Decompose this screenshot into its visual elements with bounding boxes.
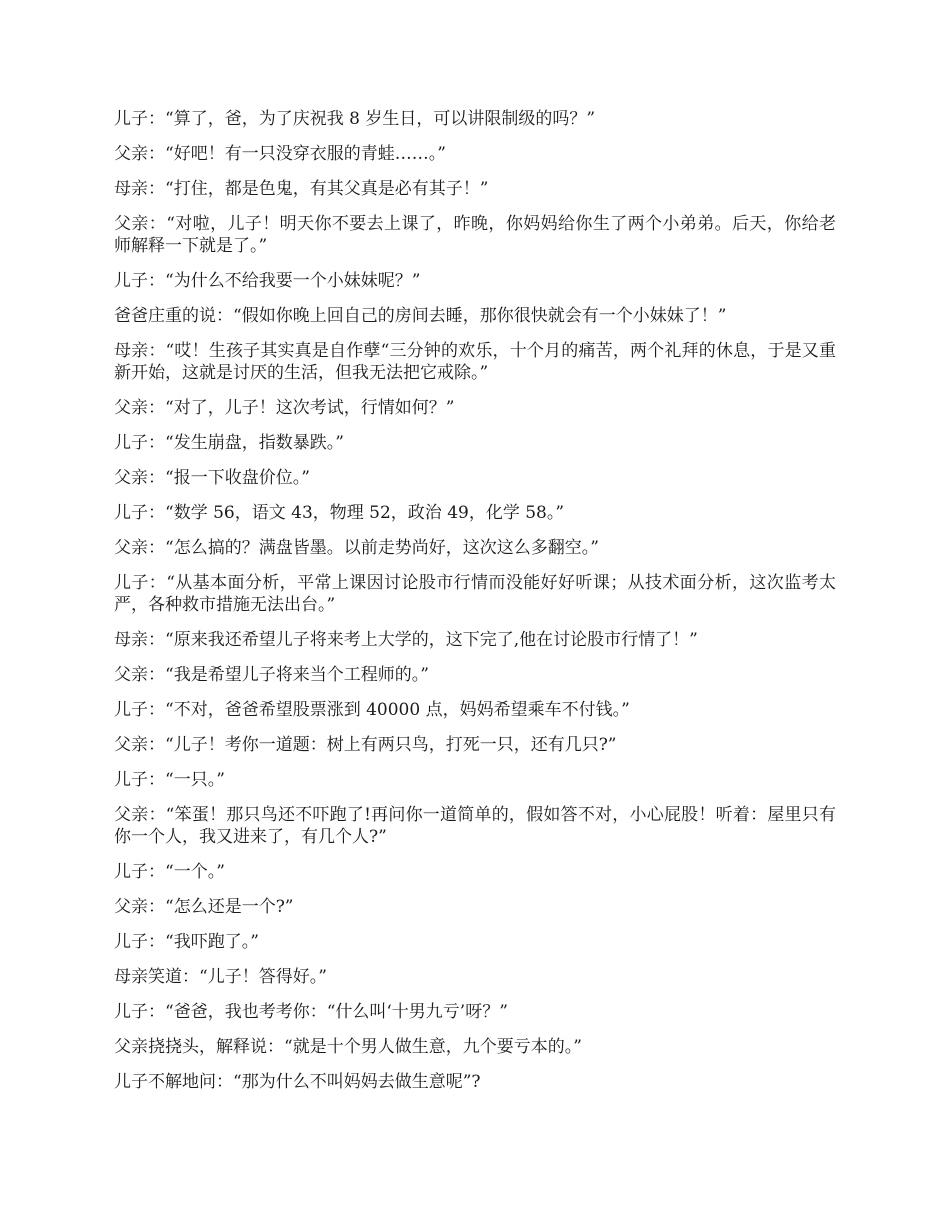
paragraph: 父亲：“报一下收盘价位。” xyxy=(114,468,310,488)
paragraph: 爸爸庄重的说：“假如你晚上回自己的房间去睡，那你很快就会有一个小妹妹了！” xyxy=(114,306,727,326)
paragraph: 儿子：“为什么不给我要一个小妹妹呢？” xyxy=(114,271,421,291)
paragraph: 父亲：“好吧！有一只没穿衣服的青蛙……。” xyxy=(114,144,446,164)
paragraph: 父亲：“怎么搞的？满盘皆墨。以前走势尚好，这次这么多翻空。” xyxy=(114,538,599,558)
paragraph: 母亲：“原来我还希望儿子将来考上大学的，这下完了,他在讨论股市行情了！” xyxy=(114,630,698,650)
paragraph: 儿子：“一只。” xyxy=(114,770,225,790)
paragraph: 儿子：“爸爸，我也考考你：“什么叫‘十男九亏’呀？” xyxy=(114,1002,508,1022)
paragraph: 母亲：“哎！生孩子其实真是自作孽“三分钟的欢乐，十个月的痛苦，两个礼拜的休息，于是又重新开始，这就是讨厌的生活，但我无法把它戒除。” xyxy=(114,341,836,383)
paragraph: 父亲：“怎么还是一个?” xyxy=(114,897,294,917)
paragraph: 儿子：“数学 56，语文 43，物理 52，政治 49，化学 58。” xyxy=(114,503,565,523)
paragraph: 儿子：“一个。” xyxy=(114,862,225,882)
paragraph: 儿子不解地问：“那为什么不叫妈妈去做生意呢”? xyxy=(114,1072,481,1092)
paragraph: 母亲笑道：“儿子！答得好。” xyxy=(114,967,327,987)
paragraph: 母亲：“打住，都是色鬼，有其父真是必有其子！” xyxy=(114,179,489,199)
paragraph: 父亲：“我是希望儿子将来当个工程师的。” xyxy=(114,665,429,685)
paragraph: 父亲：“儿子！考你一道题：树上有两只鸟，打死一只，还有几只?” xyxy=(114,735,617,755)
paragraph: 父亲挠挠头，解释说：“就是十个男人做生意，九个要亏本的。” xyxy=(114,1037,582,1057)
paragraph: 儿子：“发生崩盘，指数暴跌。” xyxy=(114,433,344,453)
paragraph: 父亲：“对了，儿子！这次考试，行情如何？” xyxy=(114,398,455,418)
paragraph: 儿子：“从基本面分析，平常上课因讨论股市行情而没能好好听课；从技术面分析，这次监考太严，各种救市措施无法出台。” xyxy=(114,573,836,615)
paragraph: 父亲：“笨蛋！那只鸟还不吓跑了!再问你一道简单的，假如答不对，小心屁股！听着：屋里只有你一个人，我又进来了，有几个人?” xyxy=(114,805,836,847)
paragraph: 儿子：“算了，爸，为了庆祝我 8 岁生日，可以讲限制级的吗？” xyxy=(114,109,596,129)
paragraph: 父亲：“对啦，儿子！明天你不要去上课了，昨晚，你妈妈给你生了两个小弟弟。后天，你给老师解释一下就是了。” xyxy=(114,214,836,256)
document-body xyxy=(114,108,836,1106)
paragraph: 儿子：“我吓跑了。” xyxy=(114,932,259,952)
paragraph: 儿子：“不对，爸爸希望股票涨到 40000 点，妈妈希望乘车不付钱。” xyxy=(114,700,630,720)
